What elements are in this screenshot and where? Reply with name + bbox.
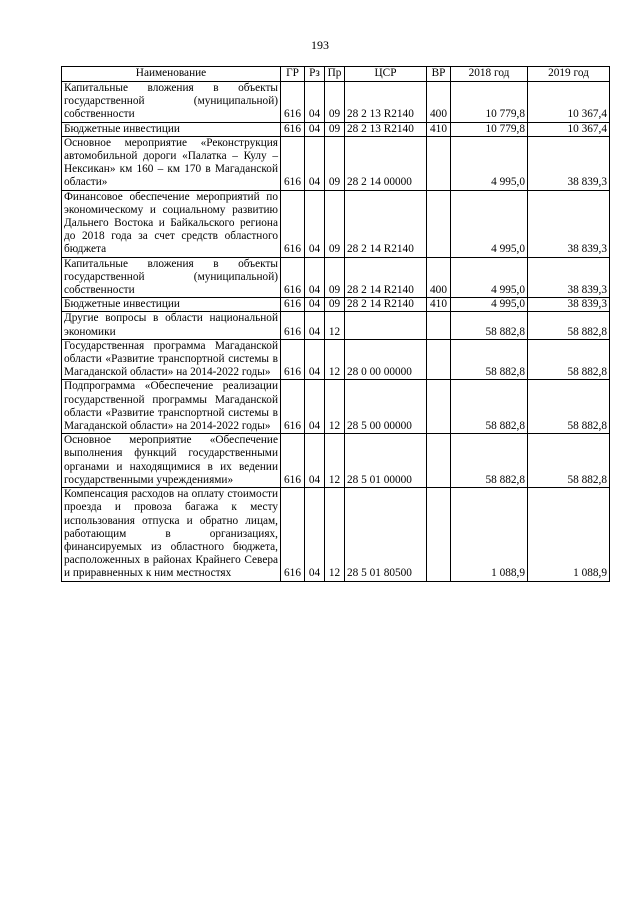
- row-gr: 616: [281, 380, 305, 434]
- row-vr: [427, 190, 451, 257]
- row-pr: 09: [325, 257, 345, 298]
- row-gr: 616: [281, 82, 305, 123]
- row-2019: 58 882,8: [528, 312, 610, 339]
- row-2019: 10 367,4: [528, 122, 610, 136]
- row-vr: [427, 434, 451, 488]
- row-gr: 616: [281, 136, 305, 190]
- row-csr: 28 2 13 R2140: [345, 82, 427, 123]
- row-vr: [427, 339, 451, 380]
- header-vr: ВР: [427, 67, 451, 82]
- row-pr: 12: [325, 434, 345, 488]
- table-row: [62, 190, 610, 257]
- row-2018: 58 882,8: [451, 312, 528, 339]
- row-name: Бюджетные инвестиции: [62, 122, 281, 136]
- row-rz: 04: [305, 488, 325, 581]
- row-2018: 4 995,0: [451, 190, 528, 257]
- row-rz: 04: [305, 136, 325, 190]
- row-csr: 28 2 14 R2140: [345, 257, 427, 298]
- row-vr: [427, 136, 451, 190]
- row-name: Капитальные вложения в объекты государственной (муниципальной) собственности: [62, 257, 281, 298]
- row-name: Бюджетные инвестиции: [62, 298, 281, 312]
- header-2019: 2019 год: [528, 67, 610, 82]
- row-2019: 58 882,8: [528, 380, 610, 434]
- table-row: [62, 257, 610, 298]
- row-gr: 616: [281, 122, 305, 136]
- row-name: Основное мероприятие «Реконструкция автомобильной дороги «Палатка – Кулу – Нексикан» км 160 – км 170 в Магаданской области»: [62, 136, 281, 190]
- row-pr: 12: [325, 312, 345, 339]
- header-name: Наименование: [62, 67, 281, 82]
- row-vr: [427, 488, 451, 581]
- row-2018: 4 995,0: [451, 136, 528, 190]
- row-name: Капитальные вложения в объекты государственной (муниципальной) собственности: [62, 82, 281, 123]
- row-name: Финансовое обеспечение мероприятий по экономическому и социальному развитию Дальнего Востока и Байкальского региона до 2018 года за счет средств областного бюджета: [62, 190, 281, 257]
- row-2019: 10 367,4: [528, 82, 610, 123]
- header-pr: Пр: [325, 67, 345, 82]
- row-gr: 616: [281, 298, 305, 312]
- row-rz: 04: [305, 122, 325, 136]
- row-name: Подпрограмма «Обеспечение реализации государственной программы Магаданской области «Развитие транспортной системы в Магаданской области» на 2014-2022 годы»: [62, 380, 281, 434]
- row-vr: [427, 312, 451, 339]
- row-rz: 04: [305, 190, 325, 257]
- row-2019: 38 839,3: [528, 257, 610, 298]
- row-2018: 4 995,0: [451, 298, 528, 312]
- row-vr: 400: [427, 257, 451, 298]
- row-csr: 28 2 14 R2140: [345, 190, 427, 257]
- row-rz: 04: [305, 434, 325, 488]
- row-2019: 38 839,3: [528, 190, 610, 257]
- page-number: 193: [311, 38, 329, 52]
- table-row: [62, 298, 610, 312]
- row-2018: 1 088,9: [451, 488, 528, 581]
- row-gr: 616: [281, 488, 305, 581]
- row-rz: 04: [305, 380, 325, 434]
- row-gr: 616: [281, 434, 305, 488]
- row-gr: 616: [281, 257, 305, 298]
- header-rz: Рз: [305, 67, 325, 82]
- header-2018: 2018 год: [451, 67, 528, 82]
- table-row: [62, 380, 610, 434]
- row-csr: [345, 312, 427, 339]
- row-pr: 12: [325, 488, 345, 581]
- row-csr: 28 2 14 00000: [345, 136, 427, 190]
- row-vr: 400: [427, 82, 451, 123]
- row-2018: 10 779,8: [451, 122, 528, 136]
- row-2019: 1 088,9: [528, 488, 610, 581]
- row-rz: 04: [305, 298, 325, 312]
- header-gr: ГР: [281, 67, 305, 82]
- table-row: [62, 82, 610, 123]
- row-gr: 616: [281, 312, 305, 339]
- row-2018: 58 882,8: [451, 434, 528, 488]
- row-name: Основное мероприятие «Обеспечение выполнения функций государственными органами и находящимися в их ведении государственными учреждениями»: [62, 434, 281, 488]
- row-pr: 09: [325, 122, 345, 136]
- row-2018: 58 882,8: [451, 339, 528, 380]
- table-row: [62, 122, 610, 136]
- row-csr: 28 2 14 R2140: [345, 298, 427, 312]
- budget-table: [61, 66, 610, 582]
- row-2019: 58 882,8: [528, 339, 610, 380]
- row-csr: 28 5 01 80500: [345, 488, 427, 581]
- table-row: [62, 136, 610, 190]
- row-pr: 12: [325, 339, 345, 380]
- row-2018: 10 779,8: [451, 82, 528, 123]
- row-pr: 09: [325, 298, 345, 312]
- table-header-row: [62, 67, 610, 82]
- row-2019: 38 839,3: [528, 298, 610, 312]
- row-rz: 04: [305, 339, 325, 380]
- header-csr: ЦСР: [345, 67, 427, 82]
- row-vr: [427, 380, 451, 434]
- row-2019: 38 839,3: [528, 136, 610, 190]
- table-row: [62, 312, 610, 339]
- table-row: [62, 339, 610, 380]
- row-name: Компенсация расходов на оплату стоимости проезда и провоза багажа к месту использования отпуска и обратно лицам, работающим в организациях, финансируемых из областного бюджета, расположенных в районах Крайнего Севера и приравненных к ним местностях: [62, 488, 281, 581]
- row-gr: 616: [281, 190, 305, 257]
- row-vr: 410: [427, 298, 451, 312]
- row-gr: 616: [281, 339, 305, 380]
- row-2018: 58 882,8: [451, 380, 528, 434]
- row-rz: 04: [305, 312, 325, 339]
- row-vr: 410: [427, 122, 451, 136]
- row-csr: 28 0 00 00000: [345, 339, 427, 380]
- row-csr: 28 5 01 00000: [345, 434, 427, 488]
- row-name: Другие вопросы в области национальной экономики: [62, 312, 281, 339]
- row-2019: 58 882,8: [528, 434, 610, 488]
- table-row: [62, 434, 610, 488]
- row-2018: 4 995,0: [451, 257, 528, 298]
- row-pr: 12: [325, 380, 345, 434]
- row-pr: 09: [325, 136, 345, 190]
- table-row: [62, 488, 610, 581]
- row-pr: 09: [325, 190, 345, 257]
- row-rz: 04: [305, 82, 325, 123]
- row-csr: 28 2 13 R2140: [345, 122, 427, 136]
- row-rz: 04: [305, 257, 325, 298]
- row-csr: 28 5 00 00000: [345, 380, 427, 434]
- row-pr: 09: [325, 82, 345, 123]
- row-name: Государственная программа Магаданской области «Развитие транспортной системы в Магаданской области» на 2014-2022 годы»: [62, 339, 281, 380]
